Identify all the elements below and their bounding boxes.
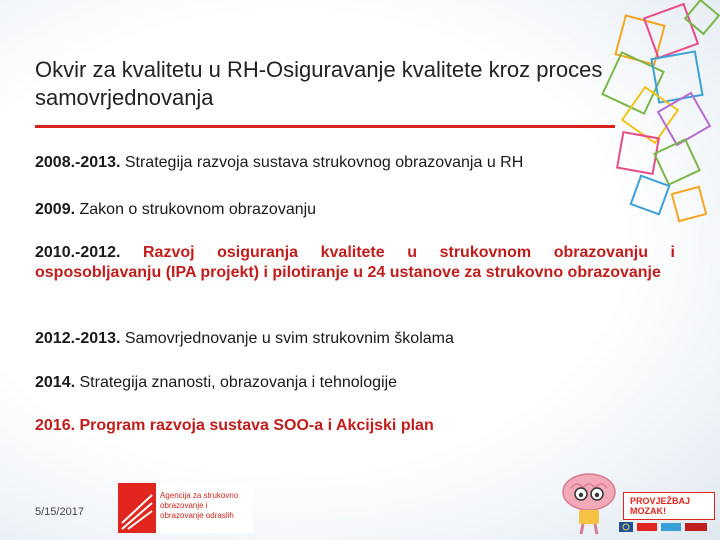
logo-lines-icon — [118, 483, 156, 533]
item-year: 2008.-2013. — [35, 154, 121, 171]
brain-mascot-icon — [559, 470, 619, 536]
slide-title: Okvir za kvalitetu u RH-Osiguravanje kvalitete kroz proces samovrjednovanja — [35, 57, 603, 110]
partner-logos-icon — [619, 520, 709, 534]
agency-logo — [118, 483, 253, 533]
slide-date: 5/15/2017 — [35, 506, 84, 518]
list-item — [35, 329, 675, 349]
item-year: 2009. — [35, 201, 76, 218]
agency-logo-text: Agencija za strukovno obrazovanje i obrazovanje odraslih — [160, 491, 239, 520]
item-text: Strategija znanosti, obrazovanja i tehnologije — [75, 374, 398, 391]
brain-promo — [555, 470, 715, 538]
list-item — [35, 200, 675, 220]
list-item — [35, 416, 675, 436]
item-year: 2010.-2012. — [35, 244, 121, 261]
title-divider — [35, 125, 615, 128]
item-year: 2012.-2013. — [35, 330, 121, 347]
item-text: Program razvoja sustava SOO-a i Akcijski plan — [75, 417, 434, 434]
item-text: Strategija razvoja sustava strukovnog obrazovanja u RH — [120, 154, 524, 171]
list-item — [35, 153, 675, 173]
agency-logo-mark — [118, 483, 156, 533]
item-year: 2016. — [35, 417, 76, 434]
item-year: 2014. — [35, 374, 76, 391]
item-text: Samovrjednovanje u svim strukovnim školama — [120, 330, 454, 347]
decorative-outline-squares — [580, 0, 720, 260]
list-item — [35, 243, 675, 283]
list-item — [35, 373, 675, 393]
item-text: Zakon o strukovnom obrazovanju — [75, 201, 317, 218]
item-text: Razvoj osiguranja kvalitete u strukovnom obrazovanju i osposobljavanju (IPA projekt) i pilotiranje u 24 ustanove za strukovno obrazovanje — [35, 244, 675, 281]
promo-title: PROVJEŽBAJ MOZAK! — [623, 492, 715, 520]
